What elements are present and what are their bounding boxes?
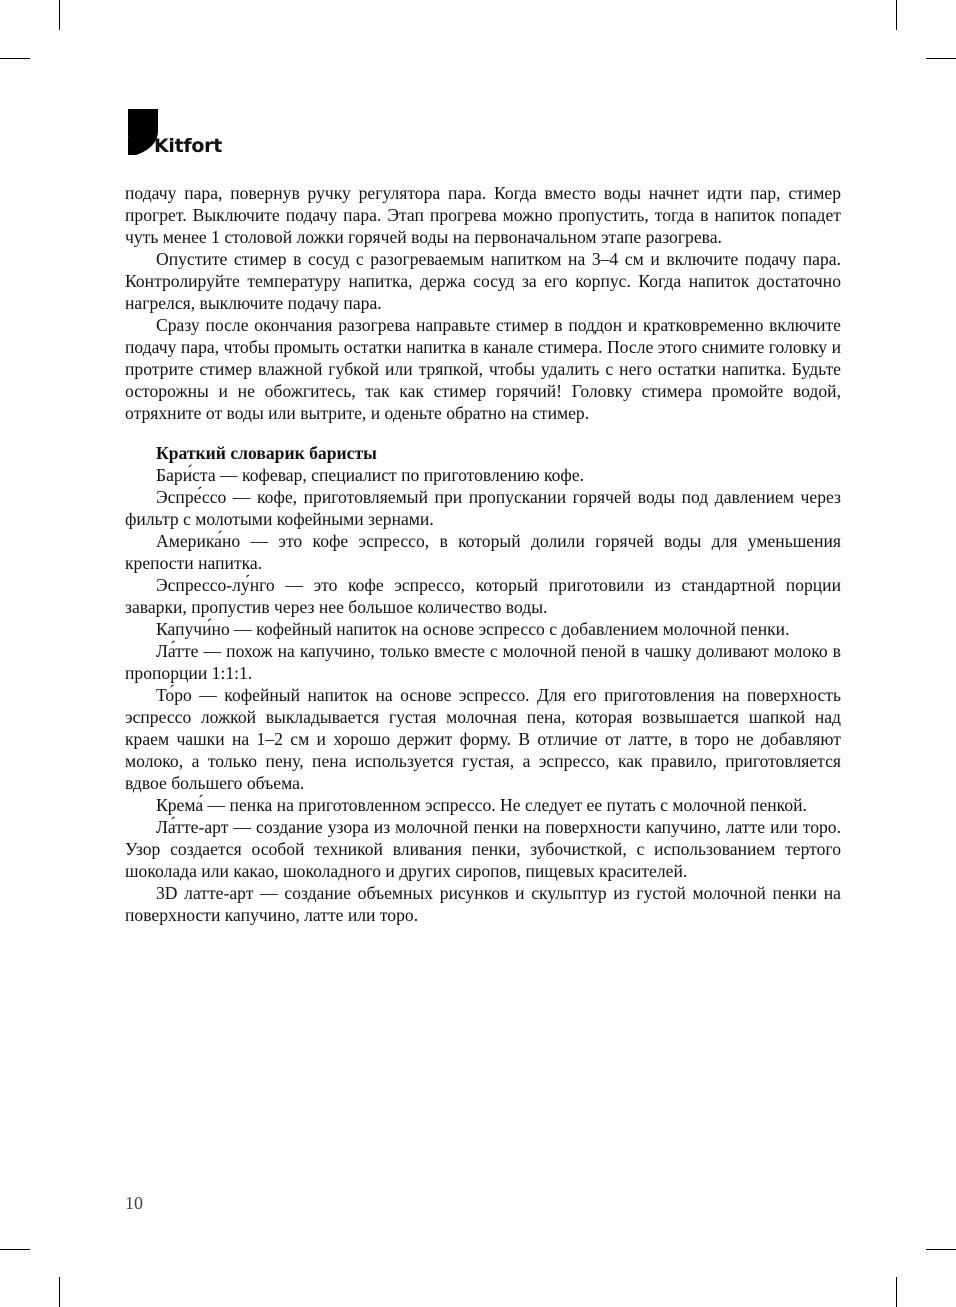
paragraph: подачу пара, повернув ручку регулятора пара. Когда вместо воды начнет идти пар, стимер прогрет. Выключите подачу пара. Этап прогрева можно пропустить, тогда в напиток попадет чуть менее 1 столовой ложки горячей воды на первоначальном этапе разогрева. [125,183,841,247]
section-gap [125,424,841,442]
paragraph: Опустите стимер в сосуд с разогреваемым напитком на 3–4 см и включите подачу пара. Контролируйте температуру напитка, держа сосуд за его корпус. Когда напиток достаточно нагрелся, выключите подачу пара. [125,249,841,313]
glossary-entry: Крема́ — пенка на приготовленном эспрессо. Не следует ее путать с молочной пенкой. [156,795,807,815]
glossary-entry: Капучи́но — кофейный напиток на основе эспрессо с добавлением молочной пенки. [156,619,790,639]
page-content [125,182,841,926]
brand-logo [126,107,236,159]
crop-mark-bottom-right-h [926,1249,956,1250]
crop-mark-top-left-v [59,0,60,30]
glossary-entry: Эспрессо-лу́нго — это кофе эспрессо, который приготовили из стандартной порции заварки, пропустив через нее большое количество воды. [125,575,841,617]
page-number: 10 [125,1193,143,1213]
paragraph: Сразу после окончания разогрева направьте стимер в поддон и кратковременно включите подачу пара, чтобы промыть остатки напитка в канале стимера. После этого снимите головку и протрите стимер влажной губкой или тряпкой, чтобы удалить с него остатки напитка. Будьте осторожны и не обожгитесь, так как стимер горячий! Головку стимера промойте водой, отряхните от воды или вытрите, и оденьте обратно на стимер. [125,315,841,423]
glossary-entry: 3D латте-арт — создание объемных рисунков и скульптур из густой молочной пенки на поверхности капучино, латте или торо. [125,883,841,925]
glossary-entry: Эспре́ссо — кофе, приготовляемый при пропускании горячей воды под давлением через фильтр с молотыми кофейными зернами. [125,487,841,529]
crop-mark-top-left-h [0,58,30,59]
section-heading: Краткий словарик баристы [156,443,377,463]
crop-mark-bottom-right-v [896,1277,897,1307]
glossary-entry: Бари́ста — кофевар, специалист по приготовлению кофе. [156,465,585,485]
glossary-entry: Америка́но — это кофе эспрессо, в который долили горячей воды для уменьшения крепости напитка. [125,531,841,573]
crop-mark-top-right-v [896,0,897,30]
glossary-entry: То́ро — кофейный напиток на основе эспрессо. Для его приготовления на поверхность эспрессо ложкой выкладывается густая молочная пена, которая возвышается шапкой над краем чашки на 1–2 см и хорошо держит форму. В отличие от латте, в торо не добавляют молоко, а только пену, пена используется густая, а эспрессо, как правило, приготовляется вдвое большего объема. [125,685,841,793]
glossary-entry: Ла́тте-арт — создание узора из молочной пенки на поверхности капучино, латте или торо. Узор создается особой техникой вливания пенки, зубочисткой, с использованием тертого шоколада или какао, шоколадного и других сиропов, пищевых красителей. [125,817,841,881]
crop-mark-bottom-left-v [59,1277,60,1307]
crop-mark-top-right-h [926,58,956,59]
brand-name: Kitfort [154,135,222,157]
glossary-entry: Ла́тте — похож на капучино, только вместе с молочной пеной в чашку доливают молоко в пропорции 1:1:1. [125,641,841,683]
crop-mark-bottom-left-h [0,1249,30,1250]
